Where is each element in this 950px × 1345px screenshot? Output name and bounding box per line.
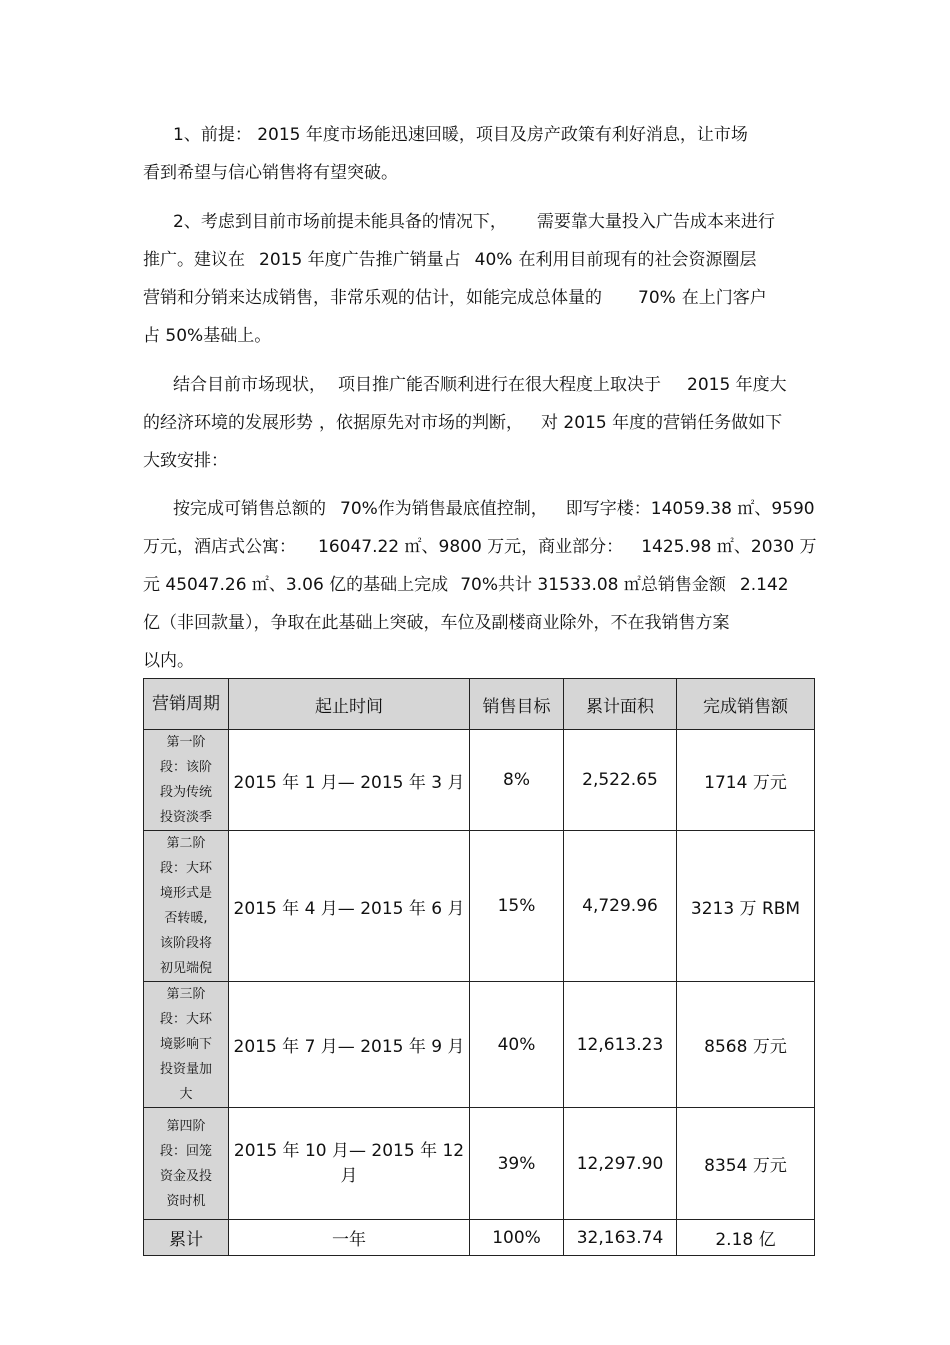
text-run: 即写字楼：14059.38 ㎡、9590 [565,499,815,519]
period-cell: 2015 年 7 月— 2015 年 9 月 [229,982,470,1108]
text-run: 40% [474,250,513,270]
total-amount-cell: 2.18 亿 [677,1220,815,1256]
header-cell: 销售目标 [470,679,564,730]
header-cell: 完成销售额 [677,679,815,730]
stage-cell [144,831,229,982]
target-cell: 8% [470,730,564,831]
text-run: 70% [638,288,676,308]
text-line [143,528,815,566]
period-cell: 2015 年 4 月— 2015 年 6 月 [229,831,470,982]
text-run: 2015 年度广告推广销量占 [259,250,461,270]
text-line [143,279,815,317]
text-line: 看到希望与信心销售将有望突破。 [143,163,398,183]
text-run: 万元，酒店式公寓： [143,537,296,557]
text-run: 2、考虑到目前市场前提未能具备的情况下， [173,212,507,232]
stage-cell [144,730,229,831]
table-row [144,730,815,831]
stage-text: 该阶段将 [159,936,212,951]
header-cell: 累计面积 [564,679,677,730]
text-run: ，依据原先对市场的判断， [319,413,523,433]
paragraph-market-status [143,366,815,480]
text-run: 的经济环境的发展形势 [143,413,313,433]
stage-text: 段：大环 [159,1012,212,1027]
total-period-cell: 一年 [229,1220,470,1256]
stage-text: 投资量加 [159,1062,212,1077]
area-cell: 4,729.96 [564,831,677,982]
amount-cell: 1714 万元 [677,730,815,831]
total-label-cell: 累计 [144,1220,229,1256]
text-run: 元 45047.26 ㎡、3.06 亿的基础上完成 [143,575,449,595]
stage-text: 初见端倪 [159,961,212,976]
stage-text: 第三阶 [166,987,206,1002]
total-area-cell: 32,163.74 [564,1220,677,1256]
text-run: 在上门客户 [681,288,767,308]
text-run: 1425.98 ㎡、2030 万 [641,537,817,557]
text-line: 亿（非回款量），争取在此基础上突破，车位及副楼商业除外，不在我销售方案 [143,613,730,633]
stage-text: 段为传统 [159,785,212,800]
text-line: 1、前提： 2015 年度市场能迅速回暖，项目及房产政策有利好消息，让市场 [173,125,748,145]
text-run: 70%作为销售最底值控制， [340,499,548,519]
text-run: 2015 年度大 [687,375,787,395]
text-line [143,366,815,404]
area-cell: 2,522.65 [564,730,677,831]
stage-text: 否转暖, [164,911,208,926]
area-cell: 12,613.23 [564,982,677,1108]
text-line [143,203,815,241]
table-row [144,1108,815,1220]
target-cell: 40% [470,982,564,1108]
text-run: 70%共计 31533.08 ㎡总销售金额 [460,575,726,595]
text-run: 按完成可销售总额的 [173,499,326,519]
paragraph-advertising [143,203,815,355]
stage-text: 资时机 [166,1193,206,1209]
text-line [143,241,815,279]
text-run: 2.142 [739,575,789,595]
amount-cell: 3213 万 RBM [677,831,815,982]
header-cell: 起止时间 [229,679,470,730]
period-cell: 2015 年 1 月— 2015 年 3 月 [229,730,470,831]
paragraph-premise [143,116,815,192]
stage-text: 资金及投 [159,1168,212,1184]
text-line [143,566,815,604]
text-run: 在利用目前现有的社会资源圈层 [518,250,757,270]
text-run: 对 2015 年度的营销任务做如下 [541,413,783,433]
text-line [143,404,815,442]
text-run: 项目推广能否顺利进行在很大程度上取决于 [338,375,661,395]
text-line: 以内。 [143,651,194,671]
stage-text: 第一阶 [166,735,206,750]
table-header-row [144,679,815,730]
target-cell: 39% [470,1108,564,1220]
sales-plan-table [143,678,815,1256]
table-total-row [144,1220,815,1256]
stage-text: 段：大环 [159,861,212,876]
period-cell: 2015 年 10 月— 2015 年 12 月 [229,1108,470,1220]
stage-cell [144,982,229,1108]
target-cell: 15% [470,831,564,982]
text-run: 推广。建议在 [143,250,245,270]
text-line [143,490,815,528]
stage-cell [144,1108,229,1220]
stage-text: 大 [179,1087,193,1102]
paragraph-plan [143,490,815,680]
stage-text: 投资淡季 [159,810,212,825]
area-cell: 12,297.90 [564,1108,677,1220]
table-row [144,982,815,1108]
amount-cell: 8354 万元 [677,1108,815,1220]
header-cell: 营销周期 [144,679,229,730]
text-run: 营销和分销来达成销售，非常乐观的估计，如能完成总体量的 [143,288,602,308]
stage-text: 段：回笼 [159,1143,212,1159]
amount-cell: 8568 万元 [677,982,815,1108]
stage-text: 第四阶 [166,1118,206,1134]
text-line: 占 50%基础上。 [143,326,272,346]
text-run: 需要靠大量投入广告成本来进行 [536,212,775,232]
table-row [144,831,815,982]
stage-text: 第二阶 [166,836,206,851]
text-run: 16047.22 ㎡、9800 万元，商业部分： [318,537,624,557]
text-run: 结合目前市场现状， [173,375,326,395]
stage-text: 境形式是 [159,886,212,901]
total-target-cell: 100% [470,1220,564,1256]
stage-text: 段：该阶 [159,760,212,775]
stage-text: 境影响下 [159,1037,212,1052]
text-line: 大致安排： [143,451,228,471]
